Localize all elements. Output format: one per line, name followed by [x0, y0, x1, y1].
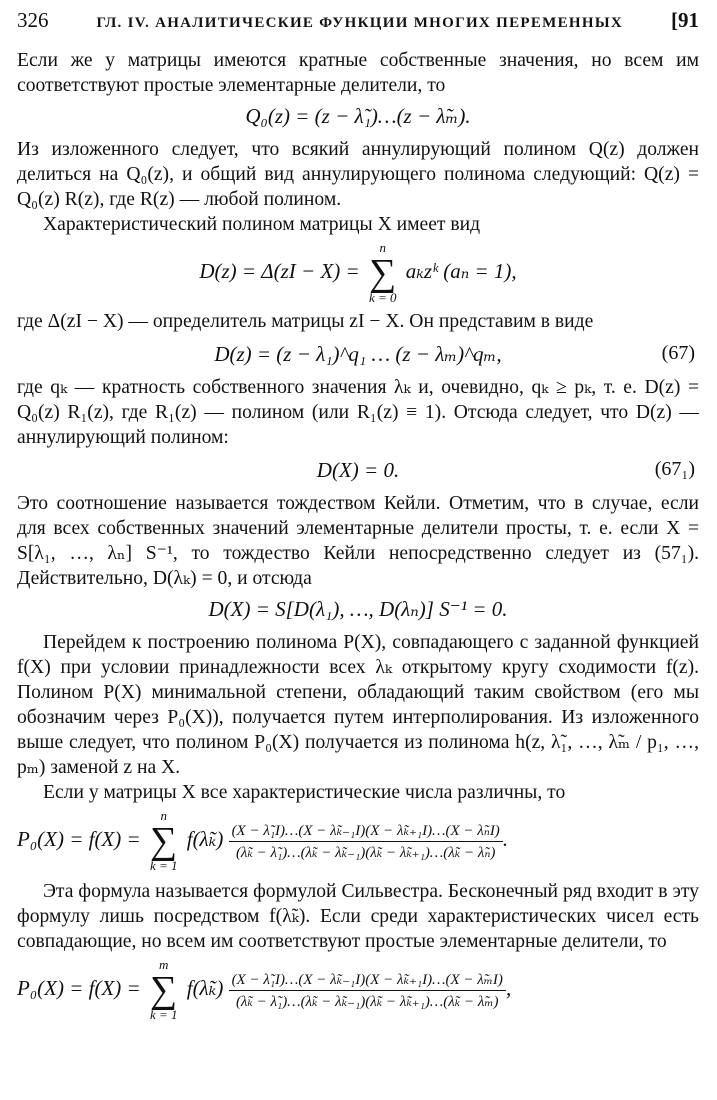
sum-symbol: [369, 241, 397, 305]
paragraph-2: Из изложенного следует, что всякий аннулирующий полином Q(z) должен делиться на Q₀(z), и общий вид аннулирующего полинома следующий: Q(z) = Q₀(z) R(z), где R(z) — любой полином.: [17, 139, 699, 210]
equation-characteristic: [17, 241, 699, 305]
equation-67-1-number: (67₁): [654, 458, 695, 480]
sum-lower-limit: k = 1: [149, 1007, 178, 1022]
equation-cayley-diagonal: [17, 597, 699, 622]
fraction-denominator: (λ̃ₖ − λ̃₁)…(λ̃ₖ − λ̃ₖ₋₁)(λ̃ₖ − λ̃ₖ₊₁)…(λ̃ₖ − λ̃ₙ): [235, 844, 496, 861]
paragraph-4: где Δ(zI − X) — определитель матрицы zI − X. Он представим в виде: [17, 311, 594, 332]
book-page: [17, 8, 699, 1022]
page-header: [17, 8, 699, 48]
fraction-numerator: (X − λ̃₁I)…(X − λ̃ₖ₋₁I)(X − λ̃ₖ₊₁I)…(X − λ̃ₘI): [229, 970, 506, 991]
page-number: 326: [17, 8, 49, 32]
equation-sylvester-multiple-left: P₀(X) = f(X) =: [17, 975, 141, 1000]
sum-symbol: [150, 809, 178, 873]
sigma-glyph: ∑: [369, 252, 397, 294]
equation-sylvester: [17, 809, 699, 873]
equation-cayley-diagonal-text: D(X) = S[D(λ₁), …, D(λₙ)] S⁻¹ = 0.: [208, 597, 508, 621]
sum-upper-limit: n: [160, 808, 167, 823]
paragraph-3: Характеристический полином матрицы X имеет вид: [43, 214, 481, 235]
sum-upper-limit: n: [379, 240, 386, 255]
equation-end-mark: .: [502, 826, 509, 851]
equation-end-mark: ,: [505, 975, 512, 1000]
equation-q0-text: Q₀(z) = (z − λ̃₁)…(z − λ̃ₘ).: [245, 104, 471, 128]
equation-characteristic-right: aₖzᵏ (aₙ = 1),: [405, 258, 517, 283]
paragraph-6: Это соотношение называется тождеством Кейли. Отметим, что в случае, если для всех собственных значений элементарные делители просты, т. е. если X = S[λ₁, …, λₙ] S⁻¹, то тождество Кейли непосредственно следует из (57₁). Действительно, D(λₖ) = 0, и отсюда: [17, 493, 699, 589]
equation-sylvester-left: P₀(X) = f(X) =: [17, 826, 141, 851]
equation-67: [17, 342, 699, 367]
paragraph-7: Перейдем к построению полинома P(X), совпадающего с заданной функцией f(X) при условии принадлежности всех λₖ открытому кругу сходимости f(z). Полином P(X) минимальной степени, обладающий таким свойством (его мы обозначим через P₀(X)), получается путем интерполирования. Из изложенного выше следует, что полином P₀(X) получается из полинома h(z, λ̃₁, …, λ̃ₘ / p₁, …, pₘ) заменой z на X.: [17, 632, 699, 778]
paragraph-9: Эта формула называется формулой Сильвестра. Бесконечный ряд входит в эту формулу лишь посредством f(λ̃ₖ). Если среди характеристических чисел есть совпадающие, но всем им соответствуют простые элементарные делители, то: [17, 881, 699, 952]
equation-sylvester-multiple-coefficient: f(λ̃ₖ): [186, 975, 224, 1000]
equation-67-number: (67): [661, 342, 695, 364]
sum-lower-limit: k = 1: [149, 858, 178, 873]
equation-sylvester-coefficient: f(λ̃ₖ): [186, 826, 224, 851]
equation-q0: [17, 104, 699, 129]
sum-lower-limit: k = 0: [368, 290, 397, 305]
fraction-denominator: (λ̃ₖ − λ̃₁)…(λ̃ₖ − λ̃ₖ₋₁)(λ̃ₖ − λ̃ₖ₊₁)…(λ̃ₖ − λ̃ₘ): [235, 993, 499, 1010]
sum-symbol: [150, 958, 178, 1022]
section-marker: [91: [671, 8, 699, 32]
equation-67-1: [17, 458, 699, 483]
paragraph-5: где qₖ — кратность собственного значения λₖ и, очевидно, qₖ ≥ pₖ, т. е. D(z) = Q₀(z) R₁(z), где R₁(z) — полином (или R₁(z) ≡ 1). Отсюда следует, что D(z) — аннулирующий полином:: [17, 377, 699, 448]
equation-sylvester-multiple: [17, 958, 699, 1022]
equation-67-1-text: D(X) = 0.: [316, 458, 400, 482]
paragraph-1: Если же у матрицы имеются кратные собственные значения, но всем им соответствуют простые элементарные делители, то: [17, 50, 699, 96]
sum-upper-limit: m: [159, 957, 169, 972]
paragraph-8: Если у матрицы X все характеристические числа различны, то: [43, 782, 566, 803]
equation-characteristic-left: D(z) = Δ(zI − X) =: [199, 258, 360, 283]
sigma-glyph: ∑: [150, 969, 178, 1011]
fraction: [229, 821, 503, 862]
fraction: [229, 970, 506, 1011]
running-title: ГЛ. IV. АНАЛИТИЧЕСКИЕ ФУНКЦИИ МНОГИХ ПЕРЕМЕННЫХ: [96, 15, 624, 31]
sigma-glyph: ∑: [150, 820, 178, 862]
fraction-numerator: (X − λ̃₁I)…(X − λ̃ₖ₋₁I)(X − λ̃ₖ₊₁I)…(X − λ̃ₙI): [229, 821, 503, 842]
equation-67-text: D(z) = (z − λ₁)^q₁ … (z − λₘ)^qₘ,: [214, 342, 502, 366]
